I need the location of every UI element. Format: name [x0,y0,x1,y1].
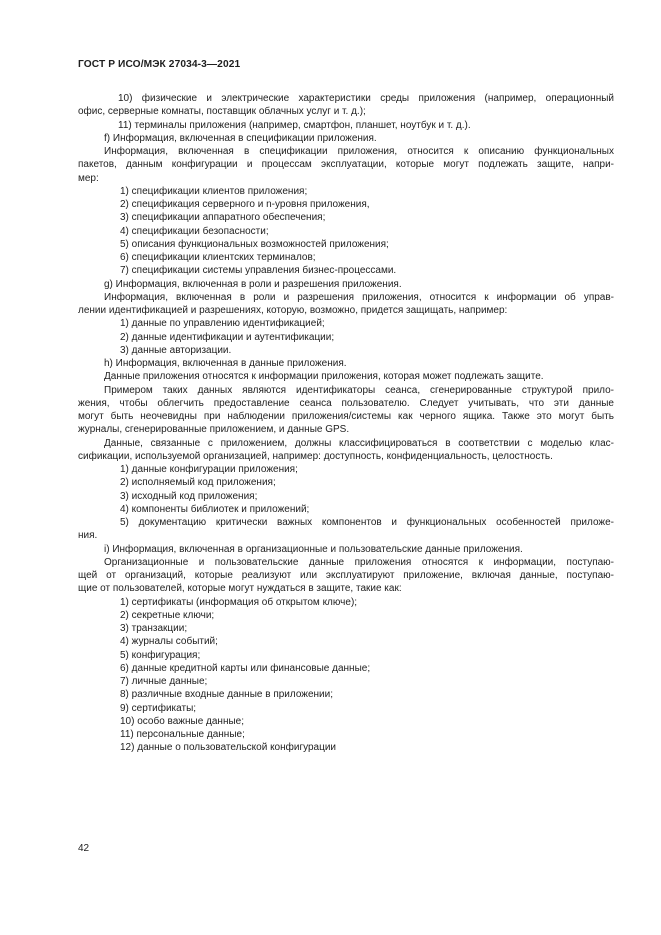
text-line: 4) компоненты библиотек и приложений; [120,503,310,515]
text-line: 9) сертификаты; [120,702,197,714]
text-line: 4) спецификации безопасности; [120,225,269,237]
text-line: 8) различные входные данные в приложении; [120,689,334,701]
text-line: 4) журналы событий; [120,636,218,648]
text-line: 12) данные о пользовательской конфигурации [120,742,337,754]
text-line: 6) данные кредитной карты или финансовые данные; [120,662,371,674]
text-line: жения, чтобы облегчить предоставление сеанса пользователю. Следует учитывать, что эти данные [78,397,614,409]
text-line: 2) исполняемый код приложения; [120,477,276,489]
text-line: 2) секретные ключи; [120,609,215,621]
text-line: 11) персональные данные; [120,729,245,740]
document-body [78,92,614,755]
text-line: 5) описания функциональных возможностей приложения; [120,238,389,250]
text-line: пакетов, данным конфигурации и процессам эксплуатации, которые могут подлежать защите, напри- [78,159,614,171]
text-line: 3) спецификации аппаратного обеспечения; [120,212,326,224]
text-line: офис, серверные комнаты, поставщик облачных услуг и т. д.); [78,106,366,118]
text-line: 5) документацию критически важных компонентов и функциональных особенностей приложе- [120,517,614,528]
text-line: i) Информация, включенная в организационные и пользовательские данные приложения. [104,543,523,555]
text-line: Информация, включенная в роли и разрешения приложения, относится к информации об управ- [104,291,614,303]
text-line: 7) спецификации системы управления бизнес-процессами. [120,265,397,277]
text-line: ния. [78,530,98,542]
text-line: могут быть неочевидны при наблюдении приложения/системы как черного ящика. Также это могут быть [78,411,614,422]
text-line: 1) данные конфигурации приложения; [120,464,298,475]
text-line: 10) физические и электрические характеристики среды приложения (например, операционный [118,93,614,104]
text-line: щей от организаций, которые реализуют или эксплуатируют приложение, включая данные, поступаю- [78,570,614,581]
text-line: щие от пользователей, которые могут нуждаться в защите, такие как: [78,583,402,595]
text-line: Информация, включенная в спецификации приложения, относится к описанию функциональных [104,146,614,157]
text-line: 1) сертификаты (информация об открытом ключе); [120,596,358,608]
text-line: 11) терминалы приложения (например, смартфон, планшет, ноутбук и т. д.). [118,119,471,131]
page-number: 42 [78,843,90,854]
text-line: сификации, используемой организацией, например: доступность, конфиденциальность, целостность. [78,450,553,462]
text-line: Организационные и пользовательские данные приложения относятся к информации, поступаю- [104,556,614,568]
text-line: 1) спецификации клиентов приложения; [120,185,308,197]
text-line: мер: [78,172,99,184]
text-line: журналы, сгенерированные приложением, и данные GPS. [78,424,350,436]
text-line: 5) конфигурация; [120,649,201,661]
text-line: 10) особо важные данные; [120,715,245,727]
text-line: 3) транзакции; [120,623,188,634]
text-line: 2) спецификация серверного и n-уровня приложения, [120,199,370,210]
text-line: 3) исходный код приложения; [120,490,258,502]
text-line: g) Информация, включенная в роли и разрешения приложения. [104,278,402,290]
text-line: 2) данные идентификации и аутентификации; [120,331,335,343]
text-line: Примером таких данных являются идентификаторы сеанса, сгенерированные структурой прило- [104,384,614,396]
text-line: 1) данные по управлению идентификацией; [120,318,325,330]
text-line: Данные приложения относятся к информации приложения, которая может подлежать защите. [104,371,544,383]
document-header: ГОСТ Р ИСО/МЭК 27034-3—2021 [78,59,241,70]
text-line: Данные, связанные с приложением, должны классифицироваться в соответствии с моделью клас- [104,437,614,449]
text-line: 7) личные данные; [120,676,208,687]
text-line: h) Информация, включенная в данные приложения. [104,358,347,369]
text-line: лении идентификацией и разрешениях, которую, возможно, придется защищать, например: [78,305,508,316]
text-line: f) Информация, включенная в спецификации приложения. [104,132,377,144]
text-line: 6) спецификации клиентских терминалов; [120,252,316,263]
text-line: 3) данные авторизации. [120,344,232,356]
